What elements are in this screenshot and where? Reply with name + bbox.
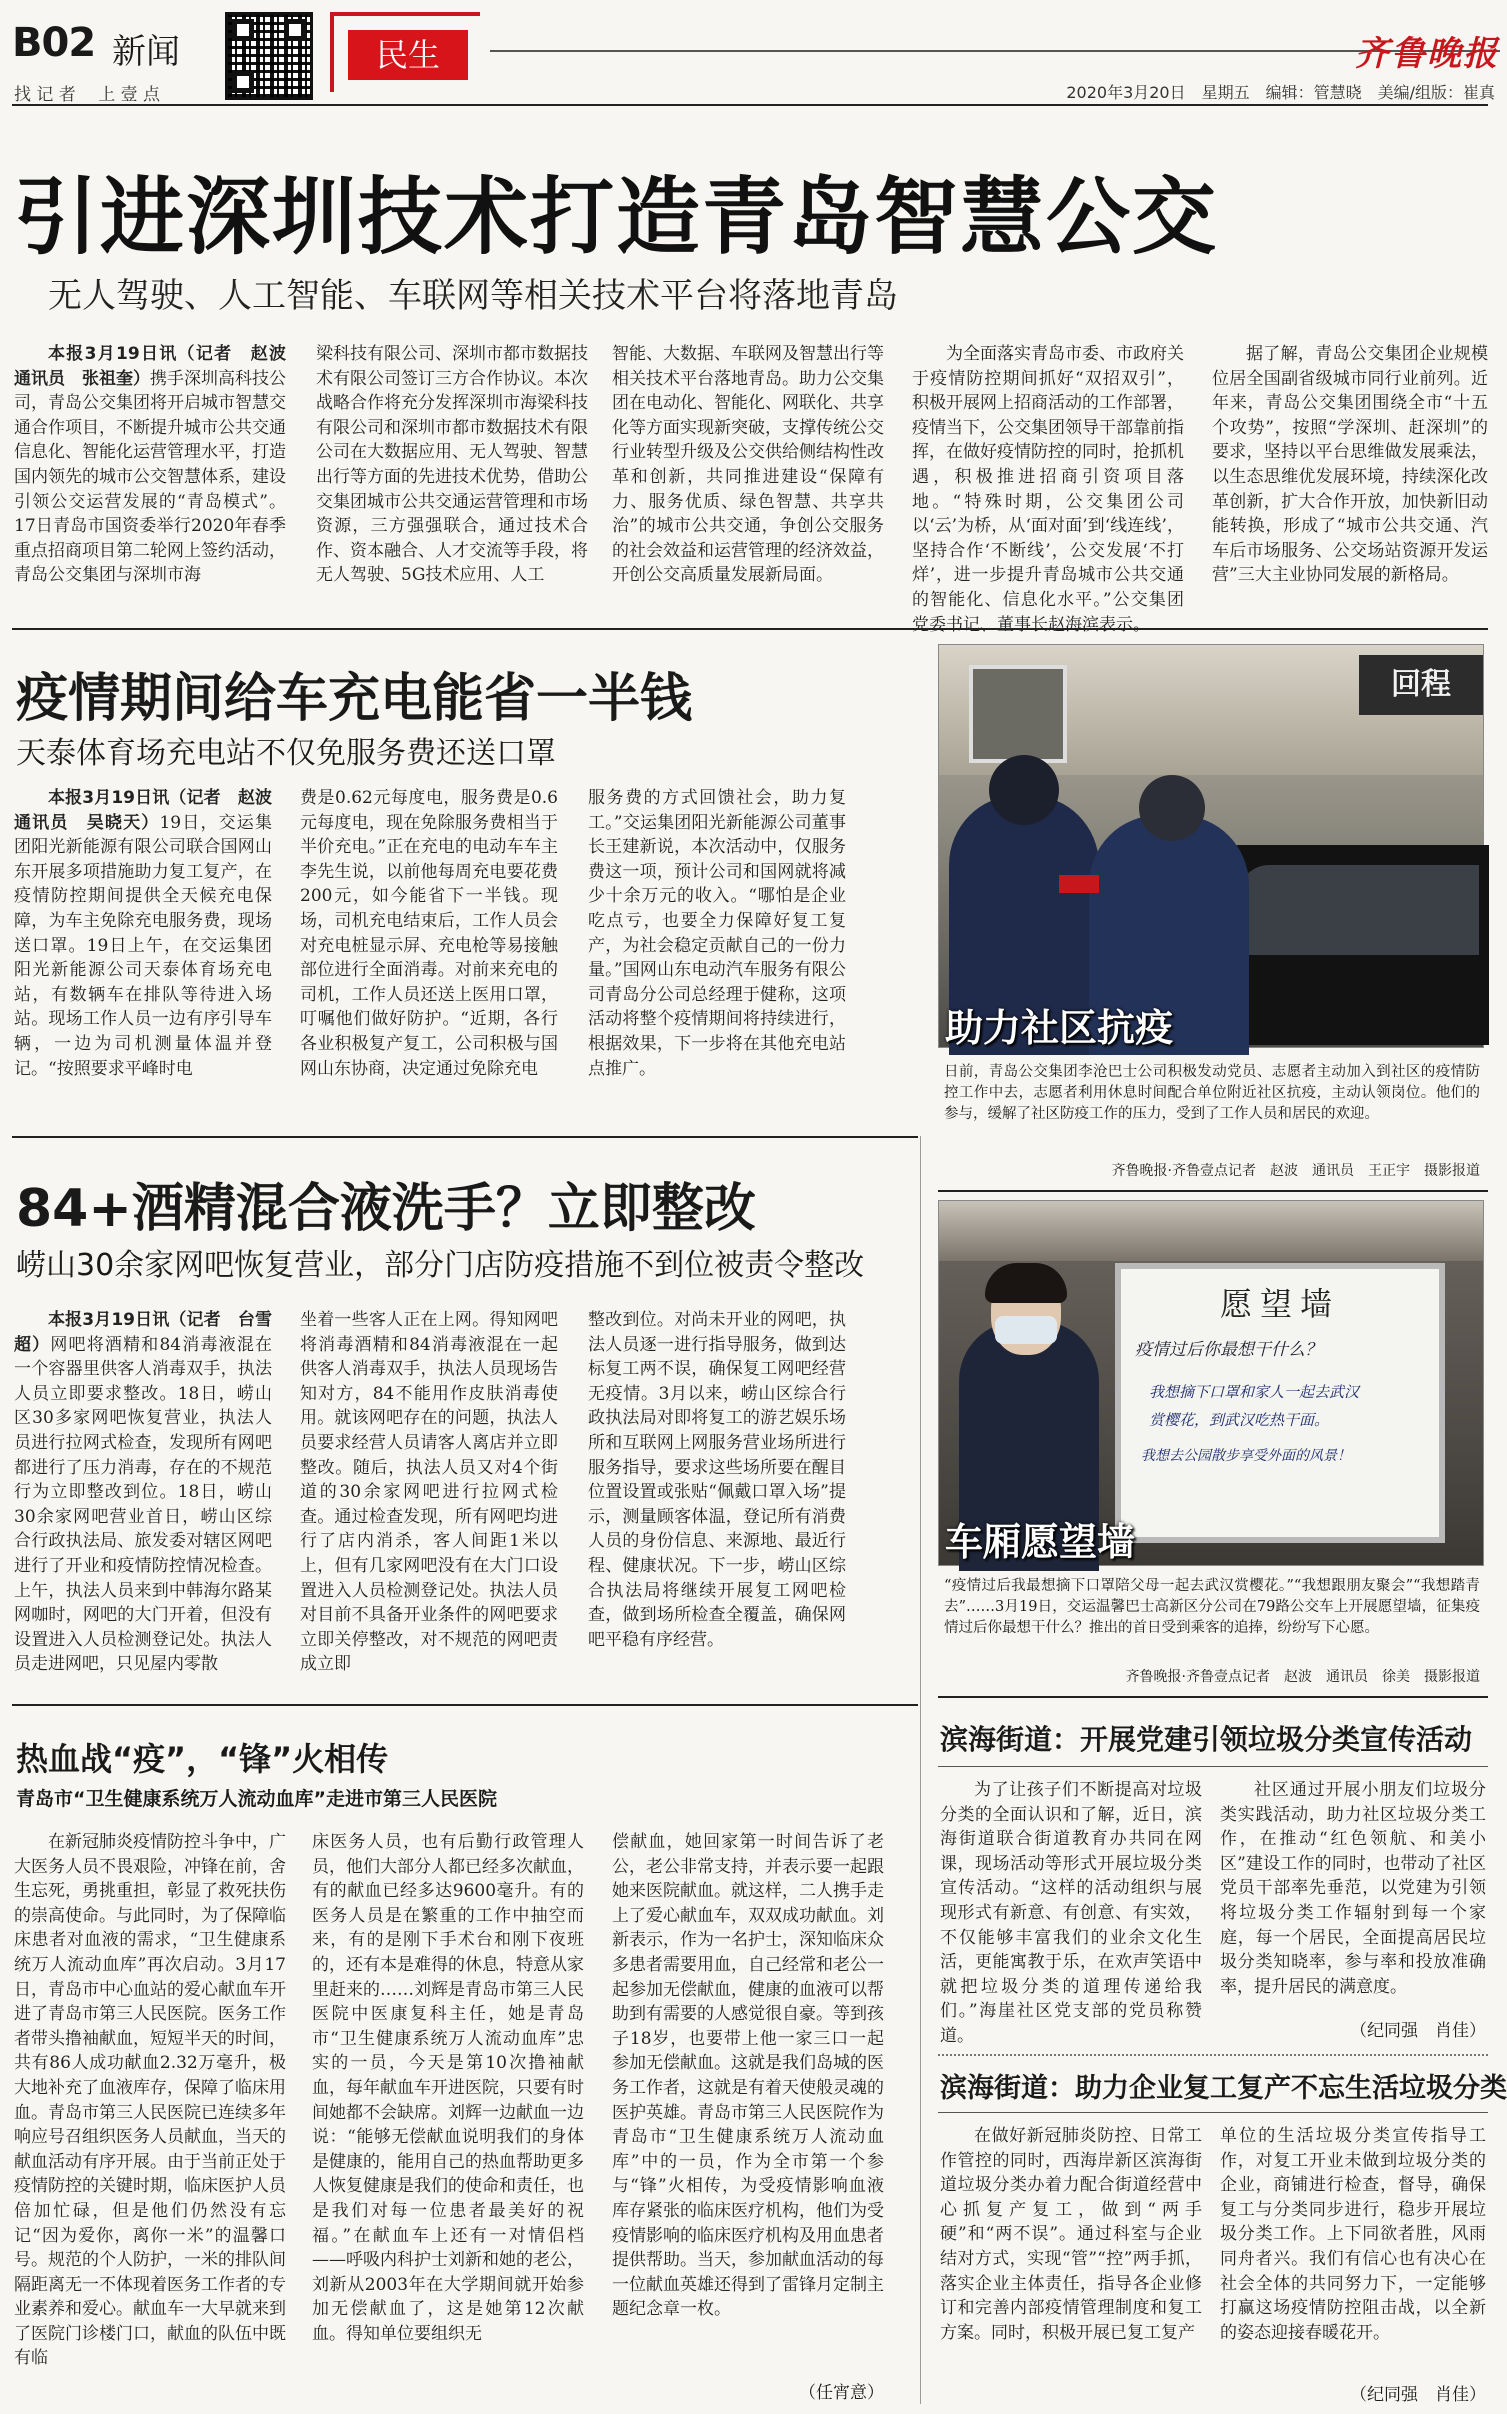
photo2-caption: “疫情过后我最想摘下口罩陪父母一起去武汉赏樱花。”“我想跟朋友聚会”“我想踏青去”……3月19日，交运温馨巴士高新区分公司在79路公交车上开展愿望墙，征集疫情过后你最想干什么？推出的首日受到乘客的追捧，纷纷写下心愿。 bbox=[944, 1578, 1480, 1636]
story1-col2-text: 梁科技有限公司、深圳市都市数据技术有限公司签订三方合作协议。本次战略合作将充分发挥深圳市海梁科技有限公司和深圳市都市数据技术有限公司在大数据应用、无人驾驶、智慧出行等方面的先进技术优势，借助公交集团城市公共交通运营管理和市场资源，三方强强联合，通过技术合作、资本融合、人才交流等手段，将无人驾驶、5G技术应用、人工 bbox=[316, 344, 588, 586]
story6-title: 滨海街道：助力企业复工复产不忘生活垃圾分类 bbox=[940, 2073, 1507, 2104]
story4-col1 bbox=[14, 1830, 286, 2400]
story1-col3 bbox=[612, 342, 884, 610]
photo1-overlay-text: 助力社区抗疫 bbox=[945, 1006, 1174, 1050]
story3-col1 bbox=[14, 1308, 272, 1686]
story3-subtitle: 崂山30余家网吧恢复营业，部分门店防疫措施不到位被责令整改 bbox=[16, 1248, 865, 1283]
story2-lead-label: 本报3月19日讯（记者 赵波 通讯员 吴晓天） bbox=[14, 788, 289, 833]
story2-col2-text: 费是0.62元每度电，服务费是0.6元每度电，现在免除服务费相当于半价充电。”正在充电的电动车车主李先生说，以前他每周充电要花费200元，如今能省下一半钱。现场，司机充电结束后，工作人员会对充电桩显示屏、充电枪等易接触部位进行全面消毒。对前来充电的司机，工作人员还送上医用口罩，叮嘱他们做好防护。“近期，各行各业积极复产复工，公司积极与国网山东协商，决定通过免除充电 bbox=[300, 788, 558, 1079]
staff-hair bbox=[985, 1263, 1067, 1303]
vertical-rule-right bbox=[920, 1136, 921, 2404]
story5-title-rule bbox=[938, 1766, 1488, 1767]
photo-community-volunteers bbox=[938, 644, 1484, 1048]
story1-lead-label: 本报3月19日讯（记者 赵波 通讯员 张祖奎） bbox=[14, 344, 303, 389]
building-window bbox=[969, 665, 1067, 763]
photo-wish-wall bbox=[938, 1200, 1484, 1566]
wish-board bbox=[1115, 1263, 1445, 1543]
divider-photo2 bbox=[938, 1696, 1488, 1698]
story6-col2 bbox=[1220, 2124, 1486, 2378]
volunteer-2-head bbox=[1139, 775, 1205, 841]
photo2-overlay-text: 车厢愿望墙 bbox=[945, 1520, 1136, 1564]
header-rule bbox=[12, 104, 1488, 106]
wish-board-title: 愿望墙 bbox=[1219, 1285, 1340, 1323]
story1-col4 bbox=[912, 342, 1184, 635]
story2-col3-text: 服务费的方式回馈社会，助力复工。”交运集团阳光新能源公司董事长王建新说，本次活动中，仅服务费这一项，预计公司和国网就将减少十余万元的收入。“哪怕是企业吃点亏，也要全力保障好复工复产，为社会稳定贡献自己的一份力量。”国网山东电动汽车服务有限公司青岛分公司总经理于健称，这项活动将整个疫情期间将持续进行，根据效果，下一步将在其他充电站点推广。 bbox=[588, 788, 846, 1079]
shop-sign: 回程 bbox=[1359, 655, 1483, 715]
story1-col1 bbox=[14, 342, 303, 610]
story6-col1 bbox=[940, 2124, 1202, 2408]
story5-author: （纪同强 肖佳） bbox=[1350, 2021, 1486, 2041]
wish-board-line-1: 疫情过后你最想干什么？ bbox=[1135, 1340, 1322, 1360]
wish-board-line-2: 我想摘下口罩和家人一起去武汉 bbox=[1149, 1383, 1360, 1401]
story5-col1 bbox=[940, 1778, 1202, 2046]
car-window bbox=[1239, 865, 1479, 955]
divider-story2 bbox=[12, 1136, 918, 1138]
story2-subtitle: 天泰体育场充电站不仅免服务费还送口罩 bbox=[16, 736, 556, 771]
red-armband bbox=[1059, 875, 1099, 893]
photo1-credit: 齐鲁晚报·齐鲁壹点记者 赵波 通讯员 王正宇 摄影报道 bbox=[1111, 1163, 1480, 1179]
story5-title: 滨海街道：开展党建引领垃圾分类宣传活动 bbox=[940, 1723, 1473, 1756]
story4-col2-text: 床医务人员，也有后勤行政管理人员，他们大部分人都已经多次献血，有的献血已经多达9600毫升。有的医务人员是在繁重的工作中抽空而来，有的是刚下手术台和刚下夜班的，还有本是难得的休息，特意从家里赶来的……刘辉是青岛市第三人民医院中医康复科主任，她是青岛市“卫生健康系统万人流动血库”忠实的一员，今天是第10次撸袖献血，每年献血车开进医院，只要有时间她都不会缺席。刘辉一边献血一边说：“能够无偿献血说明我们的身体是健康的，能用自己的热血帮助更多人恢复健康是我们的使命和责任，也是我们对每一位患者最美好的祝福。”在献血车上还有一对情侣档——呼吸内科护士刘新和她的老公，刘新从2003年在大学期间就开始参加无偿献血了，这是她第12次献血。得知单位要组织无 bbox=[312, 1832, 584, 2344]
story1-col2 bbox=[316, 342, 588, 610]
story1-col3-text: 智能、大数据、车联网及智慧出行等相关技术平台落地青岛。助力公交集团在电动化、智能化、网联化、共享化等方面实现新突破，支撑传统公交行业转型升级及公交供给侧结构性改革和创新，共同推进建设“保障有力、服务优质、绿色智慧、共享共治”的城市公共交通，争创公交服务的社会效益和运营管理的经济效益，开创公交高质量发展新局面。 bbox=[612, 344, 884, 586]
story1-col1-text: 携手深圳高科技公司，青岛公交集团将开启城市智慧交通合作项目，不断提升城市公共交通信息化、智能化运营管理水平，打造国内领先的城市公交智慧体系，建设引领公交运营发展的“青岛模式”。17日青岛市国资委举行2020年春季重点招商项目第二轮网上签约活动，青岛公交集团与深圳市海 bbox=[14, 368, 286, 586]
story6-author: （纪同强 肖佳） bbox=[1350, 2385, 1486, 2405]
story6-col1-text: 在做好新冠肺炎防控、日常工作管控的同时，西海岸新区滨海街道垃圾分类办着力配合街道经营中心抓复产复工，做到“两手硬”和“两不误”。通过科室与企业结对方式，实现“管”“控”两手抓，落实企业主体责任，指导各企业修订和完善内部疫情管理制度和复工方案。同时，积极开展已复工复产 bbox=[940, 2126, 1202, 2343]
section-name: 新闻 bbox=[112, 32, 180, 72]
story3-col2 bbox=[300, 1308, 558, 1686]
story1-col5-text: 据了解，青岛公交集团企业规模位居全国副省级城市同行业前列。近年来，青岛公交集团围绕全市“十五个攻势”，按照“学深圳、赶深圳”的要求，坚持以平台思维做发展乘法，以生态思维优发展环境，持续深化改革创新，扩大合作开放，加快新旧动能转换，形成了“城市公共交通、汽车后市场服务、公交场站资源开发运营”三大主业协同发展的新格局。 bbox=[1212, 344, 1488, 586]
volunteer-1-head bbox=[989, 755, 1059, 825]
story4-subtitle: 青岛市“卫生健康系统万人流动血库”走进市第三人民医院 bbox=[16, 1788, 497, 1810]
divider-photo1 bbox=[938, 1190, 1488, 1192]
qr-code bbox=[225, 12, 313, 100]
story4-title: 热血战“疫”，“锋”火相传 bbox=[16, 1740, 389, 1778]
story4-col1-text: 在新冠肺炎疫情防控斗争中，广大医务人员不畏艰险，冲锋在前，舍生忘死，勇挑重担，彰显了救死扶伤的崇高使命。与此同时，为了保障临床患者对血液的需求，“卫生健康系统万人流动血库”再次启动。3月17日，青岛市中心血站的爱心献血车开进了青岛市第三人民医院。医务工作者带头撸袖献血，短短半天的时间，共有86人成功献血2.32万毫升，极大地补充了血液库存，保障了临床用血。青岛市第三人民医院已连续多年响应号召组织医务人员献血，当天的献血活动有序开展。由于当前正处于疫情防控的关键时期，临床医护人员倍加忙碌，但是他们仍然没有忘记“因为爱你，离你一米”的温馨口号。规范的个人防护，一米的排队间隔距离无一不体现着医务工作者的专业素养和爱心。献血车一大早就来到了医院门诊楼门口，献血的队伍中既有临 bbox=[14, 1832, 286, 2369]
story1-col4-text: 为全面落实青岛市委、市政府关于疫情防控期间抓好“双招双引”，积极开展网上招商活动的工作部署，疫情当下，公交集团领导干部靠前指挥，在做好疫情防控的同时，抢抓机遇，积极推进招商引资项目落地。“特殊时期，公交集团公司以‘云’为桥，从‘面对面’到‘线连线’，坚持合作‘不断线’，公交发展‘不打烊’，进一步提升青岛城市公共交通的智能化、信息化水平。”公交集团党委书记、董事长赵海滨表示。 bbox=[912, 344, 1184, 635]
divider-story1 bbox=[12, 628, 1488, 630]
header-meta: 2020年3月20日 星期五 编辑：管慧晓 美编/组版：崔真 bbox=[1066, 83, 1495, 102]
column-tag-label: 民生 bbox=[375, 36, 440, 74]
story1-col5 bbox=[1212, 342, 1488, 610]
story2-col2 bbox=[300, 786, 558, 1116]
page-number: B02 bbox=[12, 20, 96, 66]
divider-story5 bbox=[938, 2054, 1488, 2056]
story1-title: 引进深圳技术打造青岛智慧公交 bbox=[14, 168, 1219, 266]
divider-story3 bbox=[12, 1704, 918, 1706]
story3-col1-text: 网吧将酒精和84消毒液混在一个容器里供客人消毒双手，执法人员立即要求整改。18日，崂山区30多家网吧恢复营业，执法人员进行拉网式检查，发现所有网吧都进行了压力消毒，存在的不规范行为立即整改到位。18日，崂山30余家网吧营业首日，崂山区综合行政执法局、旅发委对辖区网吧进行了开业和疫情防控情况检查。上午，执法人员来到中韩海尔路某网咖时，网吧的大门开着，但没有设置进入人员检测登记处。执法人员走进网吧，只见屋内零散 bbox=[14, 1334, 273, 1675]
wish-board-line-4: 我想去公园散步享受外面的风景！ bbox=[1141, 1448, 1351, 1464]
header-slogan: 找 记 者 上 壹 点 bbox=[14, 85, 161, 105]
story3-col3-text: 整改到位。对尚未开业的网吧，执法人员逐一进行指导服务，做到达标复工两不误，确保复工网吧经营无疫情。3月以来，崂山区综合行政执法局对即将复工的游艺娱乐场所和互联网上网服务营业场所进行服务指导，要求这些场所要在醒目位置设置或张贴“佩戴口罩入场”提示，测量顾客体温，登记所有消费人员的身份信息、来源地、最近行程、健康状况。下一步，崂山区综合执法局将继续开展复工网吧检查，做到场所检查全覆盖，确保网吧平稳有序经营。 bbox=[588, 1310, 846, 1650]
story3-lead-label: 本报3月19日讯（记者 台雪超） bbox=[14, 1310, 272, 1355]
story3-col2-text: 坐着一些客人正在上网。得知网吧将消毒酒精和84消毒液混在一起供客人消毒双手，执法人员现场告知对方，84不能用作皮肤消毒使用。就该网吧存在的问题，执法人员要求经营人员请客人离店并立即整改。随后，执法人员又对4个街道的30余家网吧进行拉网式检查。通过检查发现，所有网吧均进行了店内消杀，客人间距1米以上，但有几家网吧没有在大门口设置进入人员检测登记处。执法人员对目前不具备开业条件的网吧要求立即关停整改，对不规范的网吧责成立即 bbox=[300, 1310, 558, 1675]
story6-title-rule bbox=[938, 2112, 1488, 2113]
bus-interior-light bbox=[939, 1201, 1483, 1261]
wish-board-line-3: 赏樱花，到武汉吃热干面。 bbox=[1149, 1411, 1330, 1429]
story5-col2-text: 社区通过开展小朋友们垃圾分类实践活动，助力社区垃圾分类工作，在推动“红色领航、和美小区”建设工作的同时，也带动了社区党员干部率先垂范，以党建为引领将垃圾分类工作辐射到每一个家庭，每一个居民，全面提高居民垃圾分类知晓率，参与率和投放准确率，提升居民的满意度。 bbox=[1220, 1780, 1486, 1997]
story2-col1 bbox=[14, 786, 289, 1116]
story4-col2 bbox=[312, 1830, 584, 2400]
story3-col3 bbox=[588, 1308, 846, 1686]
column-tag bbox=[348, 30, 468, 80]
masthead-logo: 齐鲁晚报 bbox=[1355, 34, 1499, 74]
photo1-caption: 日前，青岛公交集团李沧巴士公司积极发动党员、志愿者主动加入到社区的疫情防控工作中去，志愿者利用休息时间配合单位附近社区抗疫，主动认领岗位。他们的参与，缓解了社区防疫工作的压力，受到了工作人员和居民的欢迎。 bbox=[944, 1064, 1480, 1122]
staff-mask bbox=[995, 1316, 1057, 1344]
story5-col2 bbox=[1220, 1778, 1486, 2012]
story4-col3 bbox=[612, 1830, 884, 2376]
story2-title: 疫情期间给车充电能省一半钱 bbox=[16, 669, 693, 729]
story3-title: 84+酒精混合液洗手？立即整改 bbox=[16, 1179, 756, 1239]
story2-col3 bbox=[588, 786, 846, 1116]
story1-subtitle: 无人驾驶、人工智能、车联网等相关技术平台将落地青岛 bbox=[48, 276, 898, 316]
story6-col2-text: 单位的生活垃圾分类宣传指导工作，对复工开业未做到垃圾分类的企业，商铺进行检查，督导，确保复工与分类同步进行，稳步开展垃圾分类工作。上下同欲者胜，风雨同舟者兴。我们有信心也有决心在社会全体的共同努力下，一定能够打赢这场疫情防控阻击战，以全新的姿态迎接春暖花开。 bbox=[1220, 2126, 1486, 2343]
story2-col1-text: 19日，交运集团阳光新能源有限公司联合国网山东开展多项措施助力复工复产，在疫情防控期间提供全天候充电保障，为车主免除充电服务费，现场送口罩。19日上午，在交运集团阳光新能源公司天泰体育场充电站，有数辆车在排队等待进入场站。现场工作人员一边有序引导车辆，一边为司机测量体温并登记。“按照要求平峰时电 bbox=[14, 812, 272, 1079]
header-rule-top bbox=[490, 50, 1500, 52]
story4-col3-text: 偿献血，她回家第一时间告诉了老公，老公非常支持，并表示要一起跟她来医院献血。就这样，二人携手走上了爱心献血车，双双成功献血。刘新表示，作为一名护士，深知临床众多患者需要用血，自己经常和老公一起参加无偿献血，健康的血液可以帮助到有需要的人感觉很自豪。等到孩子18岁，也要带上他一家三口一起参加无偿献血。这就是我们岛城的医务工作者，这就是有着天使般灵魂的医护英雄。青岛市第三人民医院作为青岛市“卫生健康系统万人流动血库”中的一员，作为全市第一个参与“锋”火相传，为受疫情影响血液库存紧张的临床医疗机构，他们为受疫情影响的临床医疗机构及用血患者提供帮助。当天，参加献血活动的每一位献血英雄还得到了雷锋月定制主题纪念章一枚。 bbox=[612, 1832, 884, 2320]
story5-col1-text: 为了让孩子们不断提高对垃圾分类的全面认识和了解，近日，滨海街道联合街道教育办共同在网课，现场活动等形式开展垃圾分类宣传活动。“这样的活动组织与展现形式有新意、有创意、有实效，不仅能够丰富我们的业余文化生活，更能寓教于乐，在欢声笑语中就把垃圾分类的道理传递给我们。”海崖社区党支部的党员称赞道。 bbox=[940, 1780, 1202, 2046]
story4-author: （任宵意） bbox=[799, 2383, 884, 2403]
photo2-credit: 齐鲁晚报·齐鲁壹点记者 赵波 通讯员 徐美 摄影报道 bbox=[1125, 1669, 1480, 1685]
